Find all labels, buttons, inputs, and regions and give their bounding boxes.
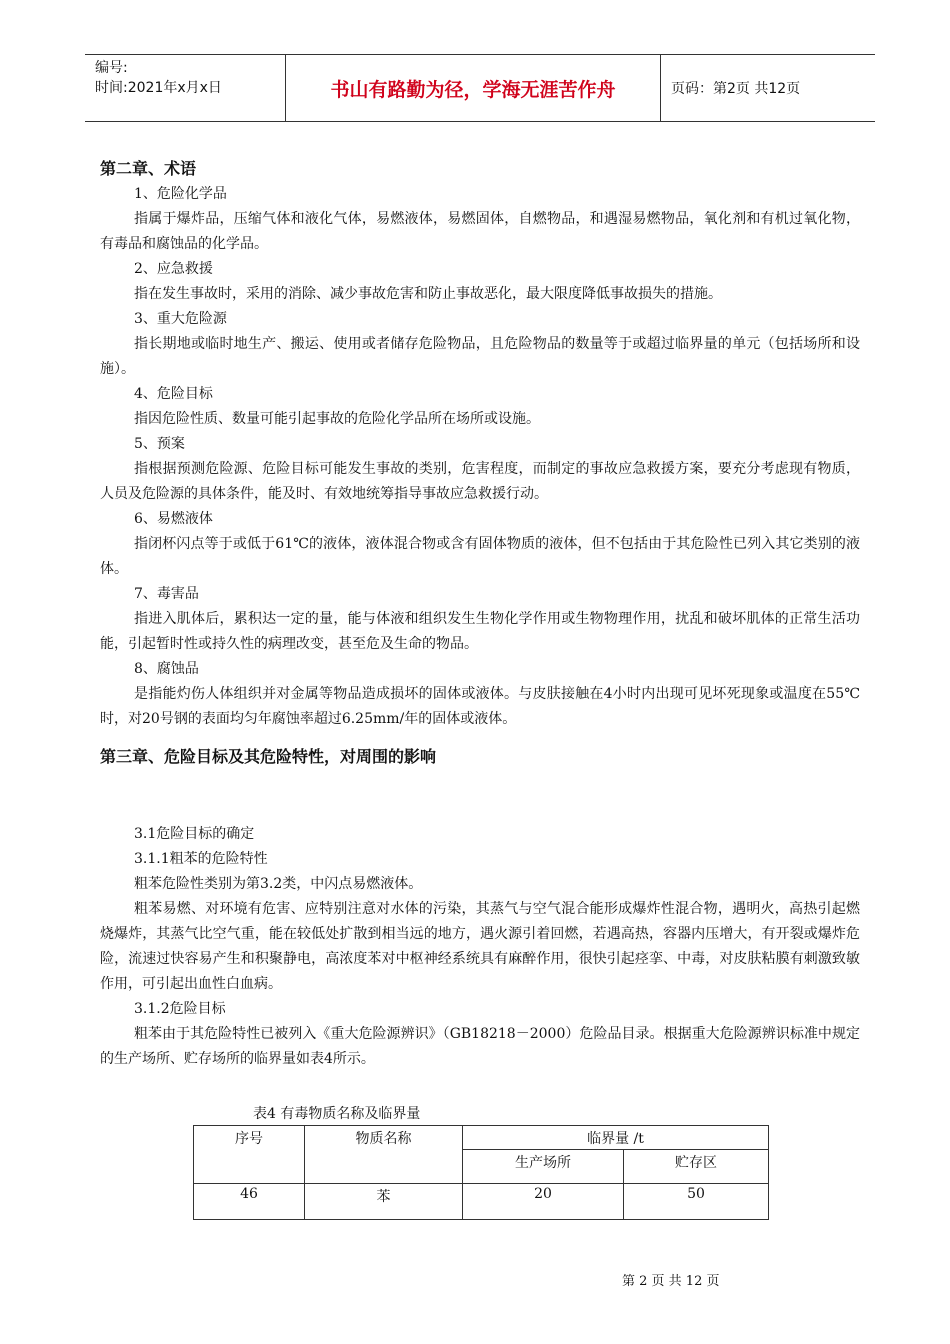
- term-desc: 指进入肌体后，累积达一定的量，能与体液和组织发生生物化学作用或生物物理作用，扰乱和破坏肌体的正常生活功能，引起暂时性或持久性的病理改变，甚至危及生命的物品。: [100, 611, 860, 652]
- term-desc: 指长期地或临时地生产、搬运、使用或者储存危险物品，且危险物品的数量等于或超过临界量的单元（包括场所和设施）。: [100, 336, 860, 377]
- term-desc: 指在发生事故时，采用的消除、减少事故危害和防止事故恶化，最大限度降低事故损失的措施。: [134, 286, 722, 302]
- section-3-1-1: 3.1.1粗苯的危险特性: [134, 851, 268, 867]
- section-3-1-2: 3.1.2危险目标: [134, 1001, 226, 1017]
- page-header: [85, 54, 875, 122]
- threshold-table: [193, 1125, 769, 1220]
- term-title: 3、重大危险源: [134, 311, 227, 327]
- header-motto: 书山有路勤为径，学海无涯苦作舟: [285, 55, 661, 121]
- doc-number-label: 编号:: [95, 60, 128, 76]
- page-footer: 第 2 页 共 12 页: [622, 1274, 720, 1289]
- table-cell: 46: [194, 1184, 305, 1220]
- header-cell-qty: 临界量 /t: [463, 1126, 769, 1150]
- term-title: 2、应急救援: [134, 261, 213, 277]
- section-3-1: 3.1危险目标的确定: [134, 826, 255, 842]
- table-cell: 50: [624, 1184, 769, 1220]
- header-meta: [85, 55, 285, 121]
- document-body: [100, 156, 860, 1072]
- term-title: 7、毒害品: [134, 586, 199, 602]
- chapter3-title: 第三章、危险目标及其危险特性，对周围的影响: [100, 747, 437, 766]
- table-row: [194, 1184, 769, 1220]
- header-cell-no: 序号: [194, 1126, 305, 1184]
- term-desc: 指属于爆炸品，压缩气体和液化气体，易燃液体，易燃固体，自燃物品，和遇湿易燃物品，氧化剂和有机过氧化物，有毒品和腐蚀品的化学品。: [100, 211, 860, 252]
- term-title: 8、腐蚀品: [134, 661, 199, 677]
- doc-time-label: 时间:2021年x月x日: [95, 80, 222, 96]
- table-cell: 20: [463, 1184, 624, 1220]
- table-caption: 表4 有毒物质名称及临界量: [253, 1106, 421, 1122]
- header-cell-production: 生产场所: [463, 1150, 624, 1184]
- term-desc: 指闭杯闪点等于或低于61℃的液体，液体混合物或含有固体物质的液体，但不包括由于其危险性已列入其它类别的液体。: [100, 536, 860, 577]
- term-desc: 指根据预测危险源、危险目标可能发生事故的类别，危害程度，而制定的事故应急救援方案，要充分考虑现有物质，人员及危险源的具体条件，能及时、有效地统筹指导事故应急救援行动。: [100, 461, 860, 502]
- table-cell: 苯: [305, 1184, 463, 1220]
- term-title: 1、危险化学品: [134, 186, 227, 202]
- header-cell-name: 物质名称: [305, 1126, 463, 1184]
- paragraph: 粗苯危险性类别为第3.2类，中闪点易燃液体。: [134, 876, 423, 892]
- table-section: [193, 1103, 769, 1220]
- chapter2-title: 第二章、术语: [100, 159, 197, 178]
- term-title: 5、预案: [134, 436, 185, 452]
- spacer: [100, 770, 860, 822]
- term-desc: 是指能灼伤人体组织并对金属等物品造成损坏的固体或液体。与皮肤接触在4小时内出现可见坏死现象或温度在55℃时，对20号钢的表面均匀年腐蚀率超过6.25mm/年的固体或液体。: [100, 686, 860, 727]
- paragraph: 粗苯易燃、对环境有危害、应特别注意对水体的污染，其蒸气与空气混合能形成爆炸性混合物，遇明火，高热引起燃烧爆炸，其蒸气比空气重，能在较低处扩散到相当远的地方，遇火源引着回燃，若遇高热，容器内压增大，有开裂或爆炸危险，流速过快容易产生和积聚静电，高浓度苯对中枢神经系统具有麻醉作用，很快引起痉挛、中毒，对皮肤粘膜有刺激致敏作用，可引起出血性白血病。: [100, 901, 860, 992]
- header-page-info: 页码：第2页 共12页: [671, 81, 801, 97]
- term-title: 6、易燃液体: [134, 511, 213, 527]
- paragraph: 粗苯由于其危险特性已被列入《重大危险源辨识》（GB18218－2000）危险品目录。根据重大危险源辨识标准中规定的生产场所、贮存场所的临界量如表4所示。: [100, 1026, 860, 1067]
- term-title: 4、危险目标: [134, 386, 213, 402]
- term-desc: 指因危险性质、数量可能引起事故的危险化学品所在场所或设施。: [134, 411, 540, 427]
- header-cell-storage: 贮存区: [624, 1150, 769, 1184]
